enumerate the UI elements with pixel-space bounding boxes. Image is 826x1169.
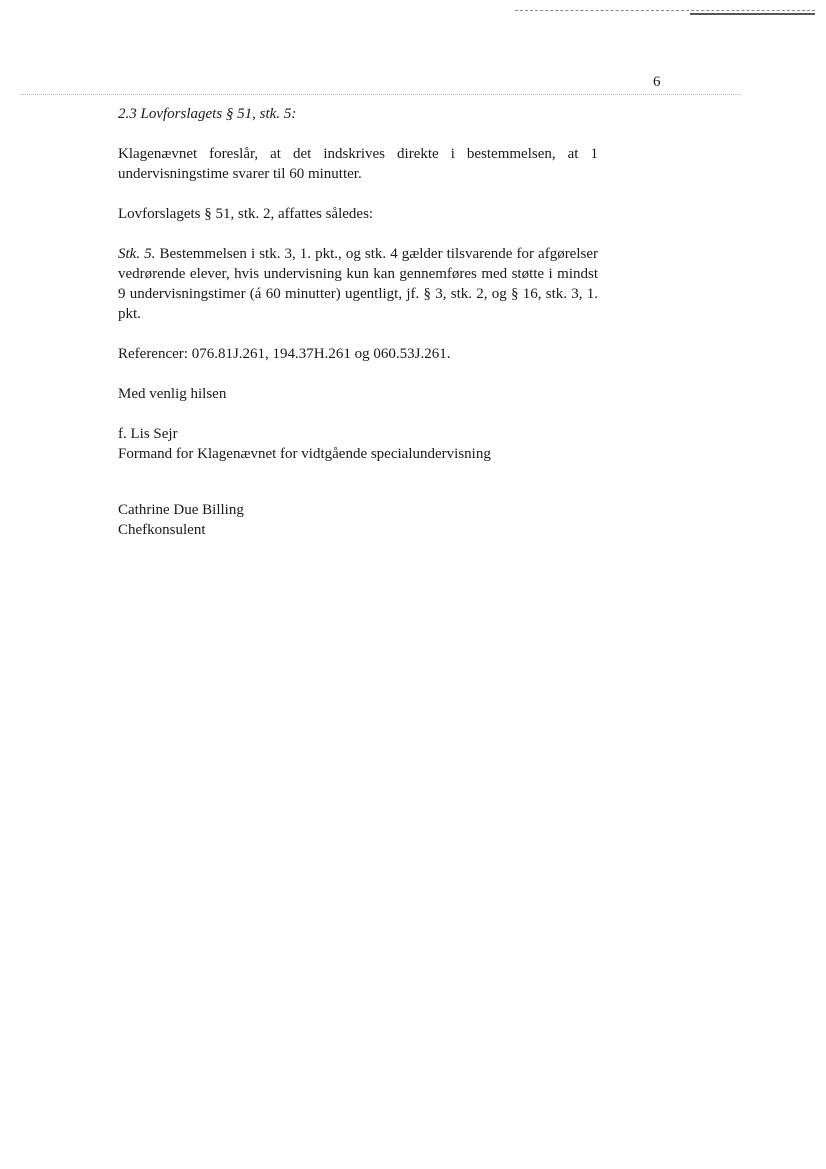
scan-artifact-line — [515, 10, 815, 11]
paragraph-amendment-text — [118, 244, 598, 324]
signer-name: f. Lis Sejr — [118, 426, 178, 442]
scan-artifact-line — [690, 13, 815, 15]
subsection-label: Stk. 5. — [118, 246, 156, 262]
subsection-text: Bestemmelsen i stk. 3, 1. pkt., og stk. 4 gælder tilsvarende for afgørelser vedrørende elever, hvis undervisning kun kan gennemføres med støtte i mindst 9 undervisningstimer (á 60 minutter) ugentligt, jf. § 3, stk. 2, og § 16, stk. 3, 1. pkt. — [118, 246, 598, 322]
signer-title: Chefkonsulent — [118, 522, 206, 538]
signer-title: Formand for Klagenævnet for vidtgående specialundervisning — [118, 446, 491, 462]
signature-block-chair — [118, 424, 598, 464]
references: Referencer: 076.81J.261, 194.37H.261 og 060.53J.261. — [118, 346, 451, 362]
signer-name: Cathrine Due Billing — [118, 502, 244, 518]
signature-block-consultant — [118, 500, 598, 540]
closing-salutation: Med venlig hilsen — [118, 386, 227, 402]
paragraph-amendment-intro: Lovforslagets § 51, stk. 2, affattes således: — [118, 206, 374, 222]
paragraph-proposal: Klagenævnet foreslår, at det indskrives direkte i bestemmelsen, at 1 undervisningstime svarer til 60 minutter. — [118, 146, 598, 182]
letter-body — [118, 104, 598, 540]
page-number: 6 — [653, 74, 661, 90]
scan-artifact-line — [20, 94, 740, 95]
section-heading: 2.3 Lovforslagets § 51, stk. 5: — [118, 106, 297, 122]
